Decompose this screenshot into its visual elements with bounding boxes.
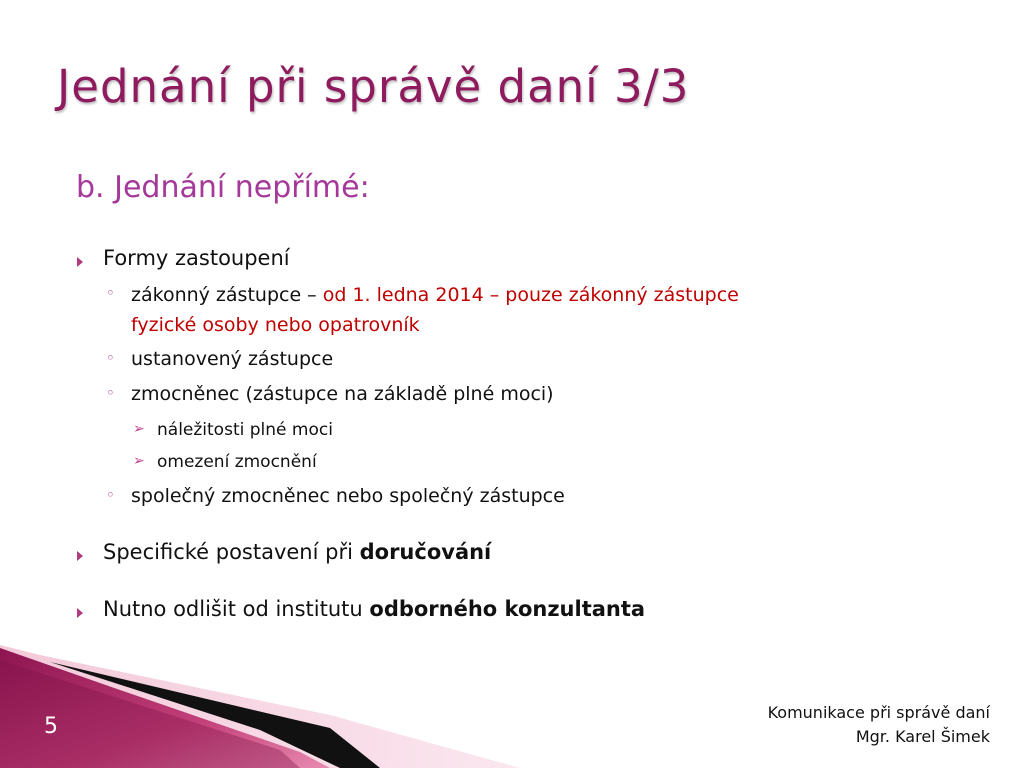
list-item-text: Specifické postavení při — [103, 540, 360, 564]
circle-bullet-icon: ◦ — [106, 486, 115, 504]
list-item — [131, 348, 333, 370]
arrow-bullet-icon: ➢ — [133, 421, 145, 437]
arrow-bullet-icon: ➢ — [133, 453, 145, 469]
list-item-highlight: od 1. ledna 2014 – pouze zákonný zástupce — [322, 284, 739, 306]
list-item-text: zmocněnec (zástupce na základě plné moci) — [131, 383, 554, 405]
footer-course: Komunikace při správě daní — [767, 703, 990, 722]
list-item — [103, 540, 491, 564]
page-number: 5 — [44, 714, 58, 739]
circle-bullet-icon: ◦ — [106, 284, 115, 302]
list-item — [157, 420, 333, 440]
list-item — [103, 246, 290, 270]
section-subtitle: b. Jednání nepřímé: — [76, 170, 370, 205]
list-item-text: společný zmocněnec nebo společný zástupce — [131, 485, 565, 507]
list-item-highlight: fyzické osoby nebo opatrovník — [131, 314, 420, 336]
page-title: Jednání při správě daní 3/3 — [57, 60, 690, 113]
list-item-emphasis: odborného konzultanta — [369, 597, 646, 621]
list-item — [157, 452, 317, 472]
list-item-text: omezení zmocnění — [157, 452, 317, 472]
list-item-text: zákonný zástupce – — [131, 284, 323, 306]
list-item-text: ustanovený zástupce — [131, 348, 334, 370]
list-item — [131, 284, 739, 306]
list-item — [131, 485, 565, 507]
triangle-bullet-icon — [77, 257, 83, 267]
circle-bullet-icon: ◦ — [106, 384, 115, 402]
footer-author: Mgr. Karel Šimek — [855, 727, 990, 746]
list-item-text: náležitosti plné moci — [157, 420, 333, 440]
triangle-bullet-icon — [77, 551, 83, 561]
list-item — [103, 597, 645, 621]
circle-bullet-icon: ◦ — [106, 349, 115, 367]
list-item-continuation — [131, 314, 420, 336]
triangle-bullet-icon — [77, 608, 83, 618]
list-item-text: Nutno odlišit od institutu — [103, 597, 370, 621]
list-item — [131, 383, 554, 405]
list-item-text: Formy zastoupení — [103, 246, 290, 270]
list-item-emphasis: doručování — [359, 540, 492, 564]
